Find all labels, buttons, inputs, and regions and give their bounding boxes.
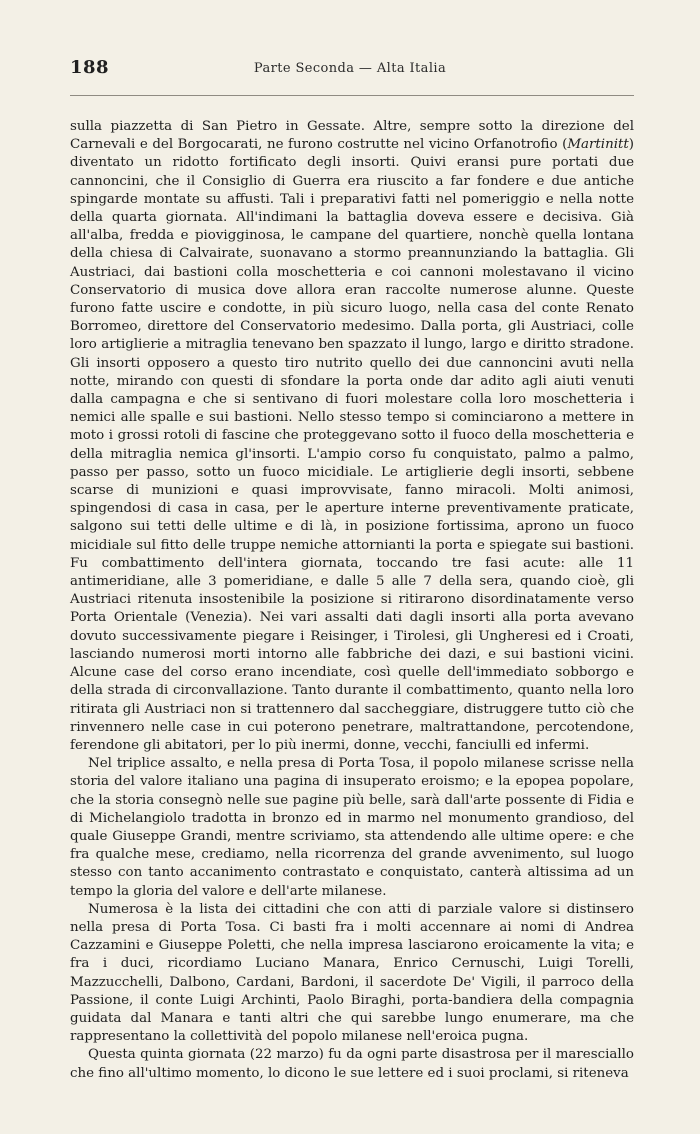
running-head: Parte Seconda — Alta Italia <box>253 61 447 76</box>
paragraph-1 <box>70 118 634 755</box>
page-number: 188 <box>70 57 110 78</box>
body-text <box>70 118 634 1083</box>
paragraph-1-text-after: ) diventato un ridotto fortificato degli insorti. Quivi eransi pure portati due cannoncini, che il Consiglio di Guerra era riuscito a far fondere e due antiche spingarde montate su affusti. Tali i preparativi fatti nel pomeriggio e nella notte della quarta giornata. All'indimani la battaglia doveva essere e decisiva. Già all'alba, fredda e piovigginosa, le campane del quartiere, nonchè quella lontana della chiesa di Calvairate, suonavano a stormo preannunziando la battaglia. Gli Austriaci, dai bastioni colla moschetteria e coi cannoni molestavano il vicino Conservatorio di musica dove allora eran raccolte numerose alunne. Queste furono fatte uscire e condotte, in più sicuro luogo, nella casa del conte Renato Borromeo, direttore del Conservatorio medesimo. Dalla porta, gli Austriaci, colle loro artiglierie a mitraglia tenevano ben spazzato il lungo, largo e diritto stradone. Gli insorti opposero a questo tiro nutrito quello dei due cannoncini avuti nella notte, mirando con questi di sfondare la porta onde dar adito agli aiuti venuti dalla campagna e che si sentivano di fuori molestare colla loro moschetteria i nemici alle spalle e sui bastioni. Nello stesso tempo si cominciarono a mettere in moto i grossi rotoli di fascine che proteggevano sotto il fuoco della moschetteria e della mitraglia nemica gl'insorti. L'ampio corso fu conquistato, palmo a palmo, passo per passo, sotto un fuoco micidiale. Le artiglierie degli insorti, sebbene scarse di munizioni e quasi improvvisate, fanno miracoli. Molti animosi, spingendosi di casa in casa, per le aperture interne preventivamente praticate, salgono sui tetti delle ultime e di là, in posizione fortissima, aprono un fuoco micidiale sul fitto delle truppe nemiche attornianti la porta e spiegate sui bastioni. Fu combattimento dell'intera giornata, toccando tre fasi acute: alle 11 antimeridiane, alle 3 pomeridiane, e dalle 5 alle 7 della sera, quando cioè, gli Austriaci ritenuta insostenibile la posizione si ritirarono disordinatamente verso Porta Orientale (Venezia). Nei vari assalti dati dagli insorti alla porta avevano dovuto successivamente piegare i Reisinger, i Tirolesi, gli Ungheresi ed i Croati, lasciando numerosi morti intorno alle fabbriche dei dazi, e sui bastioni vicini. Alcune case del corso erano incendiate, così quelle dell'immediato sobborgo e della strada di circonvallazione. Tanto durante il combattimento, quanto nella loro ritirata gli Austriaci non si trattennero dal saccheggiare, distruggere tutto ciò che rinvennero nelle case in cui poterono penetrare, maltrattandone, percotendone, ferendone gli abitatori, per lo più inermi, donne, vecchi, fanciulli ed infermi. <box>70 137 634 753</box>
paragraph-4: Questa quinta giornata (22 marzo) fu da ogni parte disastrosa per il maresciallo che fino all'ultimo momento, lo dicono le sue lettere ed i suoi proclami, si riteneva <box>70 1047 634 1081</box>
paragraph-3: Numerosa è la lista dei cittadini che con atti di parziale valore si distinsero nella presa di Porta Tosa. Ci basti fra i molti accennare ai nomi di Andrea Cazzamini e Giuseppe Poletti, che nella impresa lasciarono eroicamente la vita; e fra i duci, ricordiamo Luciano Manara, Enrico Cernuschi, Luigi Torelli, Mazzucchelli, Dalbono, Cardani, Bardoni, il sacerdote De' Vigili, il parroco della Passione, il conte Luigi Archinti, Paolo Biraghi, porta-bandiera della compagnia guidata dal Manara e tanti altri che qui sarebbe lungo enumerare, ma che rappresentano la collettività del popolo milanese nell'eroica pugna. <box>70 901 634 1045</box>
paragraph-1-text-before: sulla piazzetta di San Pietro in Gessate. Altre, sempre sotto la direzione del Carnevali e del Borgocarati, ne furono costrutte nel vicino Orfanotrofio ( <box>70 119 634 153</box>
italic-term: Martinitt <box>567 137 629 153</box>
header-rule <box>70 95 634 96</box>
paragraph-2: Nel triplice assalto, e nella presa di Porta Tosa, il popolo milanese scrisse nella storia del valore italiano una pagina di insuperato eroismo; e la epopea popolare, che la storia consegnò nelle sue pagine più belle, sarà dall'arte possente di Fidia e di Michelangiolo tradotta in bronzo ed in marmo nel monumento grandioso, del quale Giuseppe Grandi, mentre scriviamo, sta attendendo alle ultime opere: e che fra qualche mese, crediamo, nella ricorrenza del grande avvenimento, sul luogo stesso con tanto accanimento contrastato e conquistato, canterà altissima ad un tempo la gloria del valore e dell'arte milanese. <box>70 756 634 899</box>
